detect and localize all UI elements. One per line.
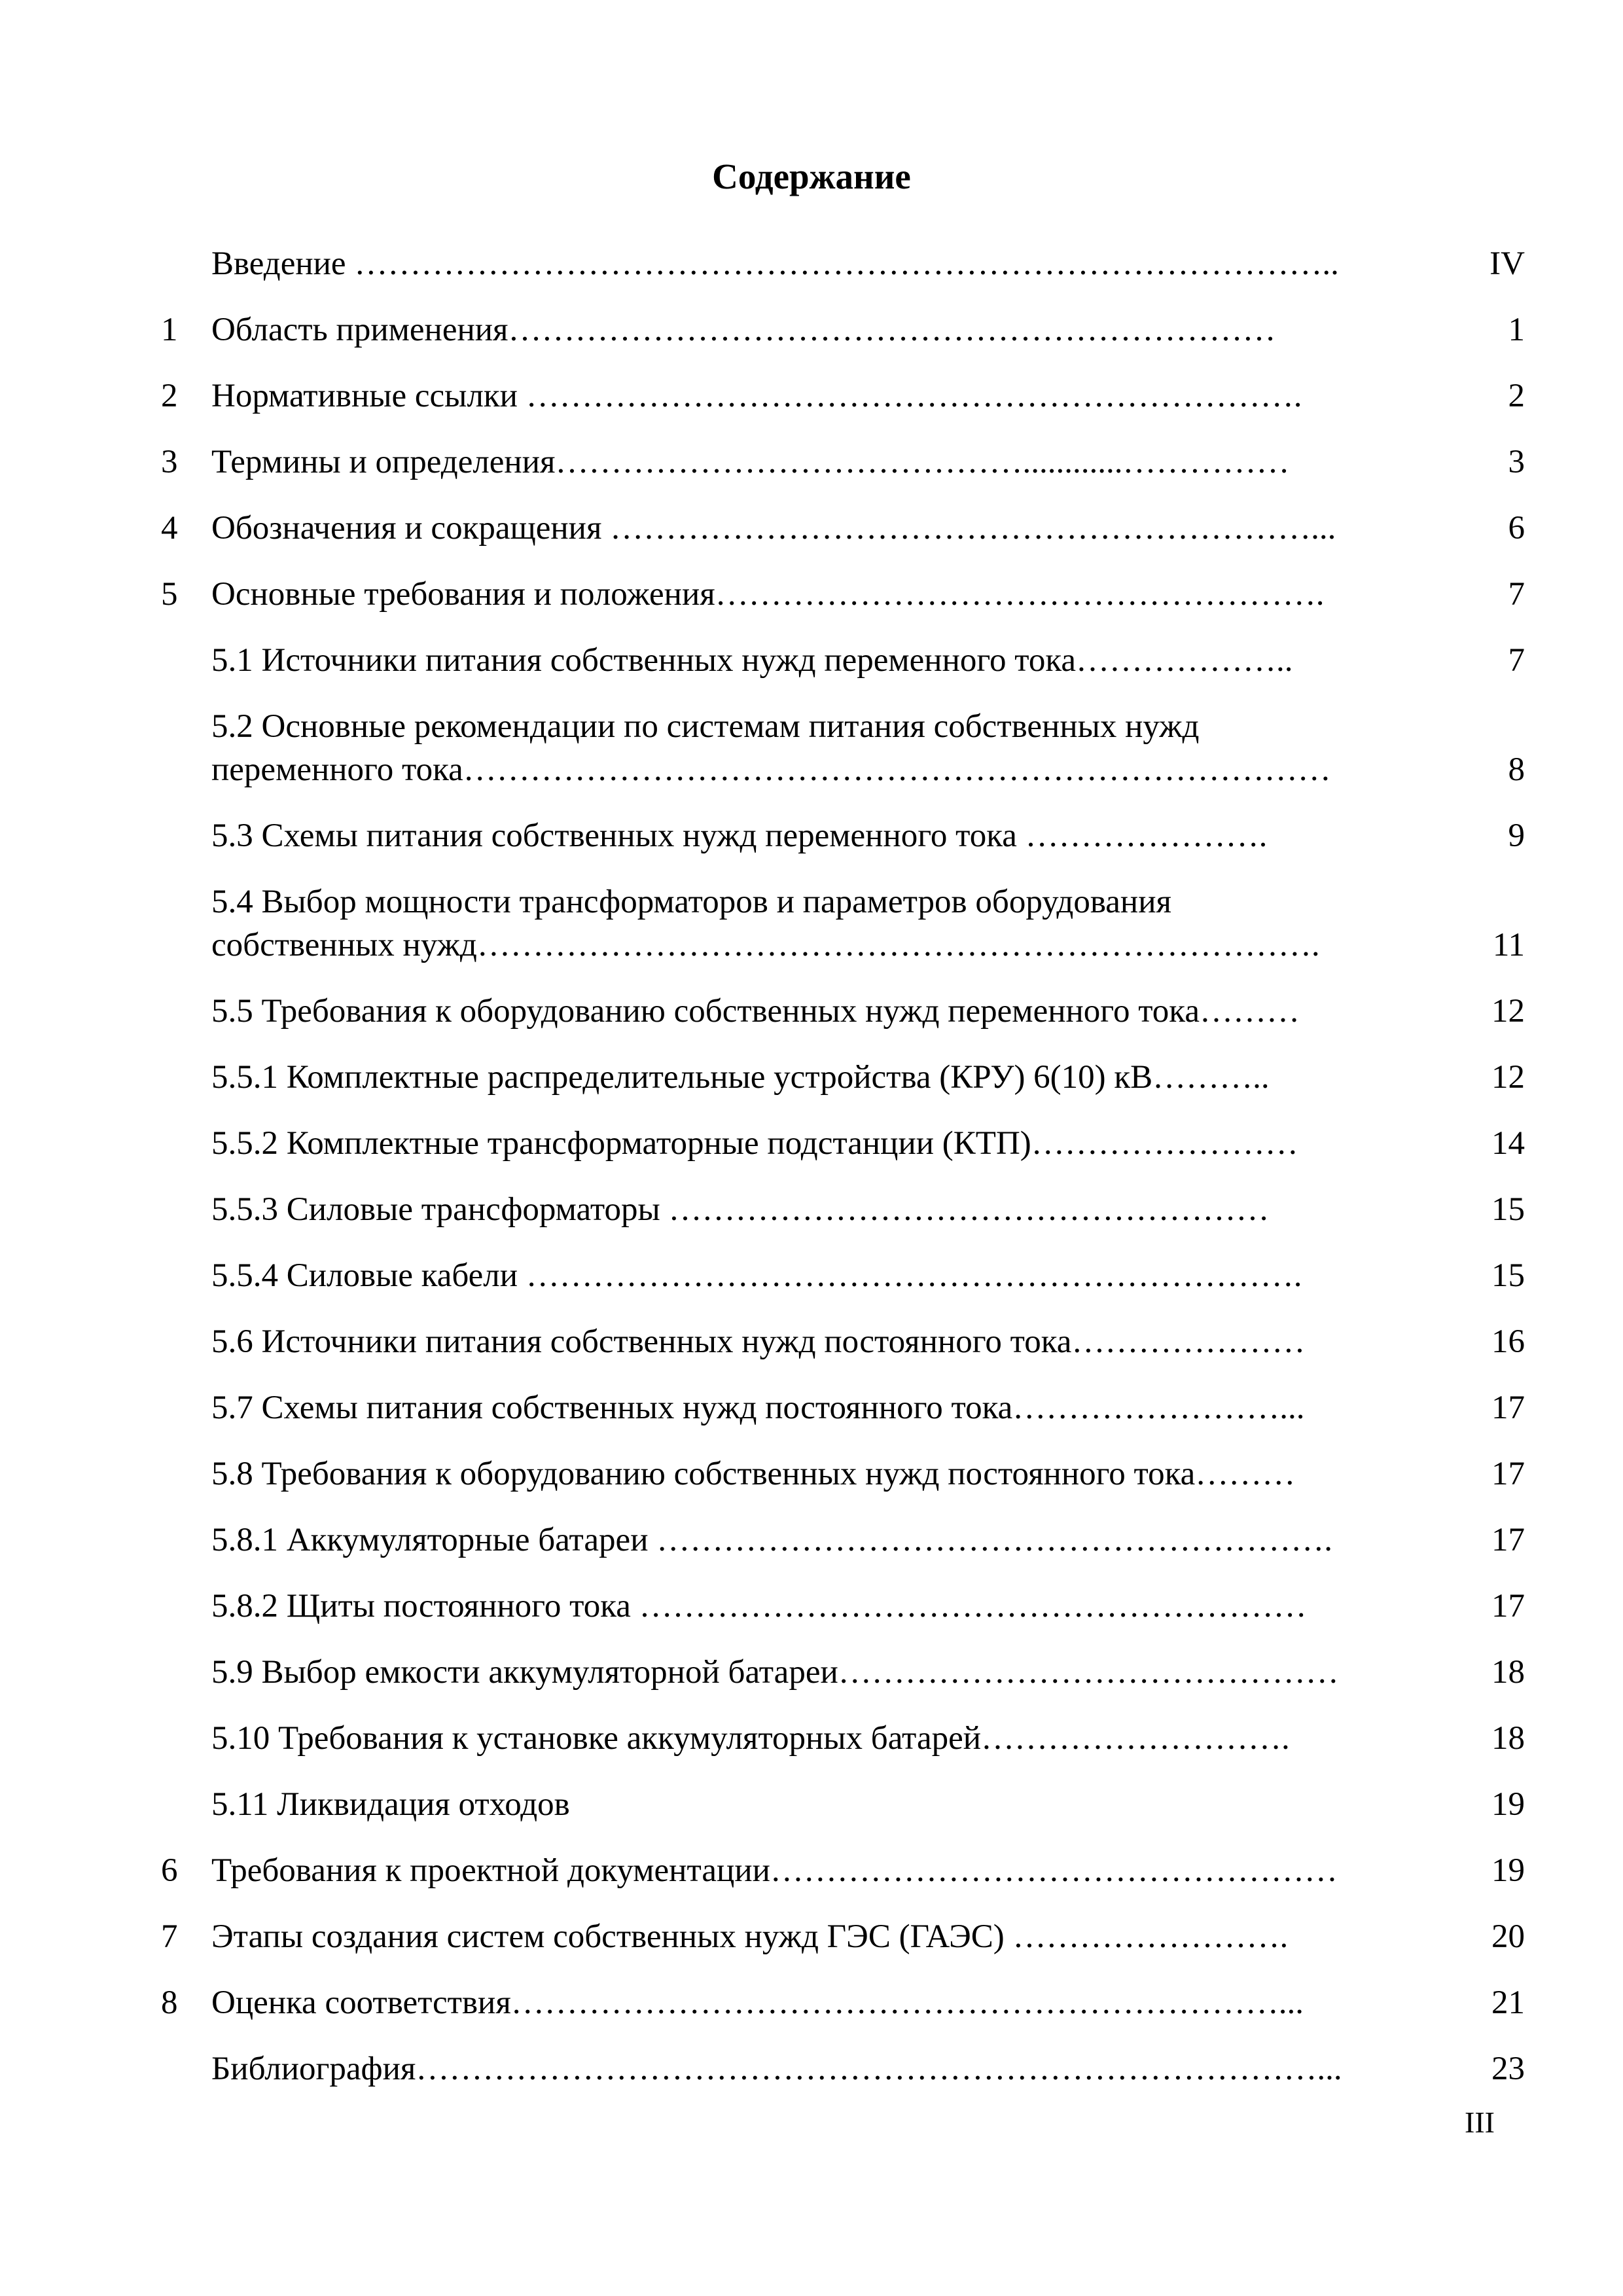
toc-entry-title xyxy=(211,990,1474,1033)
toc-entry-title-line: Введение …………………………………………………………………………….. xyxy=(211,245,1339,282)
toc-entry-number: 5 xyxy=(161,576,178,613)
toc-entry-number: 6 xyxy=(161,1852,178,1889)
toc-entry-title xyxy=(211,1122,1474,1165)
toc-entry-number: 7 xyxy=(161,1918,178,1955)
toc-entry-title-line: Обозначения и сокращения ………………………………………………………... xyxy=(211,510,1336,547)
toc-entry-title-line: 5.7 Схемы питания собственных нужд постоянного тока……………………... xyxy=(211,1390,1305,1426)
toc-entry-page: 1 xyxy=(1508,312,1525,348)
toc-entry-title xyxy=(211,1651,1474,1694)
toc-entry-title-line: 5.2 Основные рекомендации по системам питания собственных нужд xyxy=(211,708,1200,745)
toc-entry-title xyxy=(211,1717,1474,1760)
toc-entry-title-line: 5.5.3 Силовые трансформаторы ……………………………………………… xyxy=(211,1191,1270,1228)
toc-entry-title xyxy=(211,507,1474,550)
toc-entry-title-line: 5.6 Источники питания собственных нужд постоянного тока………………… xyxy=(211,1323,1306,1360)
page-number: III xyxy=(1465,2106,1495,2139)
toc-entry-title-line: 5.8.2 Щиты постоянного тока …………………………………………………… xyxy=(211,1588,1307,1624)
toc-entry-title-line: Область применения…………………………………………………………… xyxy=(211,312,1276,348)
toc-entry-page: 19 xyxy=(1491,1786,1525,1823)
toc-entry-title-line: 5.10 Требования к установке аккумуляторных батарей………………………. xyxy=(211,1720,1290,1757)
toc-entry-title-line: 5.3 Схемы питания собственных нужд переменного тока …………………. xyxy=(211,817,1268,854)
toc-entry-title-line: 5.5.1 Комплектные распределительные устройства (КРУ) 6(10) кВ……….. xyxy=(211,1059,1270,1096)
toc-entry-page: 3 xyxy=(1508,444,1525,480)
toc-entry-title xyxy=(211,1518,1474,1562)
toc-entry-page: 18 xyxy=(1491,1654,1525,1691)
toc-entry-page: 7 xyxy=(1508,576,1525,613)
toc-entry-title xyxy=(211,639,1474,682)
toc-entry-page: 16 xyxy=(1491,1323,1525,1360)
toc-entry-title-line: собственных нужд…………………………………………………………………. xyxy=(211,927,1320,963)
toc-entry-title-line: Термины и определения……………………………………............…………… xyxy=(211,444,1290,480)
toc-entry-number: 8 xyxy=(161,1984,178,2021)
toc-entry-title xyxy=(211,814,1474,857)
toc-entry-page: 23 xyxy=(1491,2051,1525,2087)
toc-entry-page: 11 xyxy=(1492,927,1525,963)
toc-entry-title xyxy=(211,1981,1474,2024)
toc-entry-page: 19 xyxy=(1491,1852,1525,1889)
toc-entry-number: 1 xyxy=(161,312,178,348)
toc-entry-title-line: 5.5.4 Силовые кабели ……………………………………………………………. xyxy=(211,1257,1302,1294)
toc-entry-title xyxy=(211,1056,1474,1099)
toc-entry-title-line: 5.8 Требования к оборудованию собственных нужд постоянного тока……… xyxy=(211,1456,1296,1492)
toc-entry-number: 3 xyxy=(161,444,178,480)
toc-entry-title-line: 5.1 Источники питания собственных нужд переменного тока……………….. xyxy=(211,642,1293,679)
toc-entry-title xyxy=(211,1188,1474,1231)
toc-entry-title xyxy=(211,440,1474,484)
toc-entry-title xyxy=(211,880,1474,967)
toc-entry-page: 12 xyxy=(1491,1059,1525,1096)
toc-entry-title-line: 5.8.1 Аккумуляторные батареи ……………………………………………………. xyxy=(211,1522,1332,1558)
toc-entry-title-line: Библиография………………………………………………………………………... xyxy=(211,2051,1342,2087)
toc-entry-page: 18 xyxy=(1491,1720,1525,1757)
toc-entry-title-line: 5.11 Ликвидация отходов xyxy=(211,1786,570,1823)
toc-entry-title-line: Оценка соответствия……………………………………………………………... xyxy=(211,1984,1304,2021)
toc-entry-page: 17 xyxy=(1491,1456,1525,1492)
toc-entry-page: IV xyxy=(1489,245,1525,282)
toc-entry-title xyxy=(211,2047,1474,2090)
toc-entry-page: 15 xyxy=(1491,1257,1525,1294)
toc-entry-title xyxy=(211,705,1474,791)
toc-entry-page: 21 xyxy=(1491,1984,1525,2021)
toc-entry-page: 9 xyxy=(1508,817,1525,854)
toc-entry-title xyxy=(211,1585,1474,1628)
toc-entry-title-line: 5.9 Выбор емкости аккумуляторной батареи……………………………………… xyxy=(211,1654,1339,1691)
toc-entry-page: 7 xyxy=(1508,642,1525,679)
toc-entry-title-line: 5.4 Выбор мощности трансформаторов и параметров оборудования xyxy=(211,884,1171,920)
toc-entry-title-line: Основные требования и положения………………………………………………. xyxy=(211,576,1325,613)
toc-entry-page: 20 xyxy=(1491,1918,1525,1955)
toc-entry-title xyxy=(211,1386,1474,1429)
toc-entry-title xyxy=(211,1783,1474,1826)
toc-entry-title-line: Этапы создания систем собственных нужд ГЭС (ГАЭС) ……………………. xyxy=(211,1918,1289,1955)
toc-entry-title xyxy=(211,308,1474,351)
toc-entry-title xyxy=(211,573,1474,616)
toc-entry-page: 14 xyxy=(1491,1125,1525,1162)
toc-entry-number: 4 xyxy=(161,510,178,547)
toc-entry-page: 12 xyxy=(1491,993,1525,1030)
toc-entry-page: 17 xyxy=(1491,1390,1525,1426)
toc-entry-title-line: Требования к проектной документации…………………………………………… xyxy=(211,1852,1338,1889)
toc-entry-title xyxy=(211,1254,1474,1297)
toc-entry-title-line: 5.5.2 Комплектные трансформаторные подстанции (КТП)…………………… xyxy=(211,1125,1298,1162)
toc-entry-page: 17 xyxy=(1491,1588,1525,1624)
toc-entry-title xyxy=(211,1849,1474,1892)
toc-entry-title xyxy=(211,1320,1474,1363)
toc-entry-page: 17 xyxy=(1491,1522,1525,1558)
toc-entry-page: 15 xyxy=(1491,1191,1525,1228)
toc-entry-page: 6 xyxy=(1508,510,1525,547)
toc-entry-title-line: 5.5 Требования к оборудованию собственных нужд переменного тока……… xyxy=(211,993,1300,1030)
toc-entry-title xyxy=(211,374,1474,418)
toc-entry-title xyxy=(211,242,1474,285)
toc-entry-title-line: переменного тока…………………………………………………………………… xyxy=(211,751,1331,788)
toc-entry-title xyxy=(211,1915,1474,1958)
toc-entry-number: 2 xyxy=(161,378,178,414)
toc-entry-title xyxy=(211,1452,1474,1496)
toc-entry-page: 8 xyxy=(1508,751,1525,788)
toc-entry-title-line: Нормативные ссылки ……………………………………………………………. xyxy=(211,378,1302,414)
toc-entry-page: 2 xyxy=(1508,378,1525,414)
page-title: Содержание xyxy=(712,156,911,196)
